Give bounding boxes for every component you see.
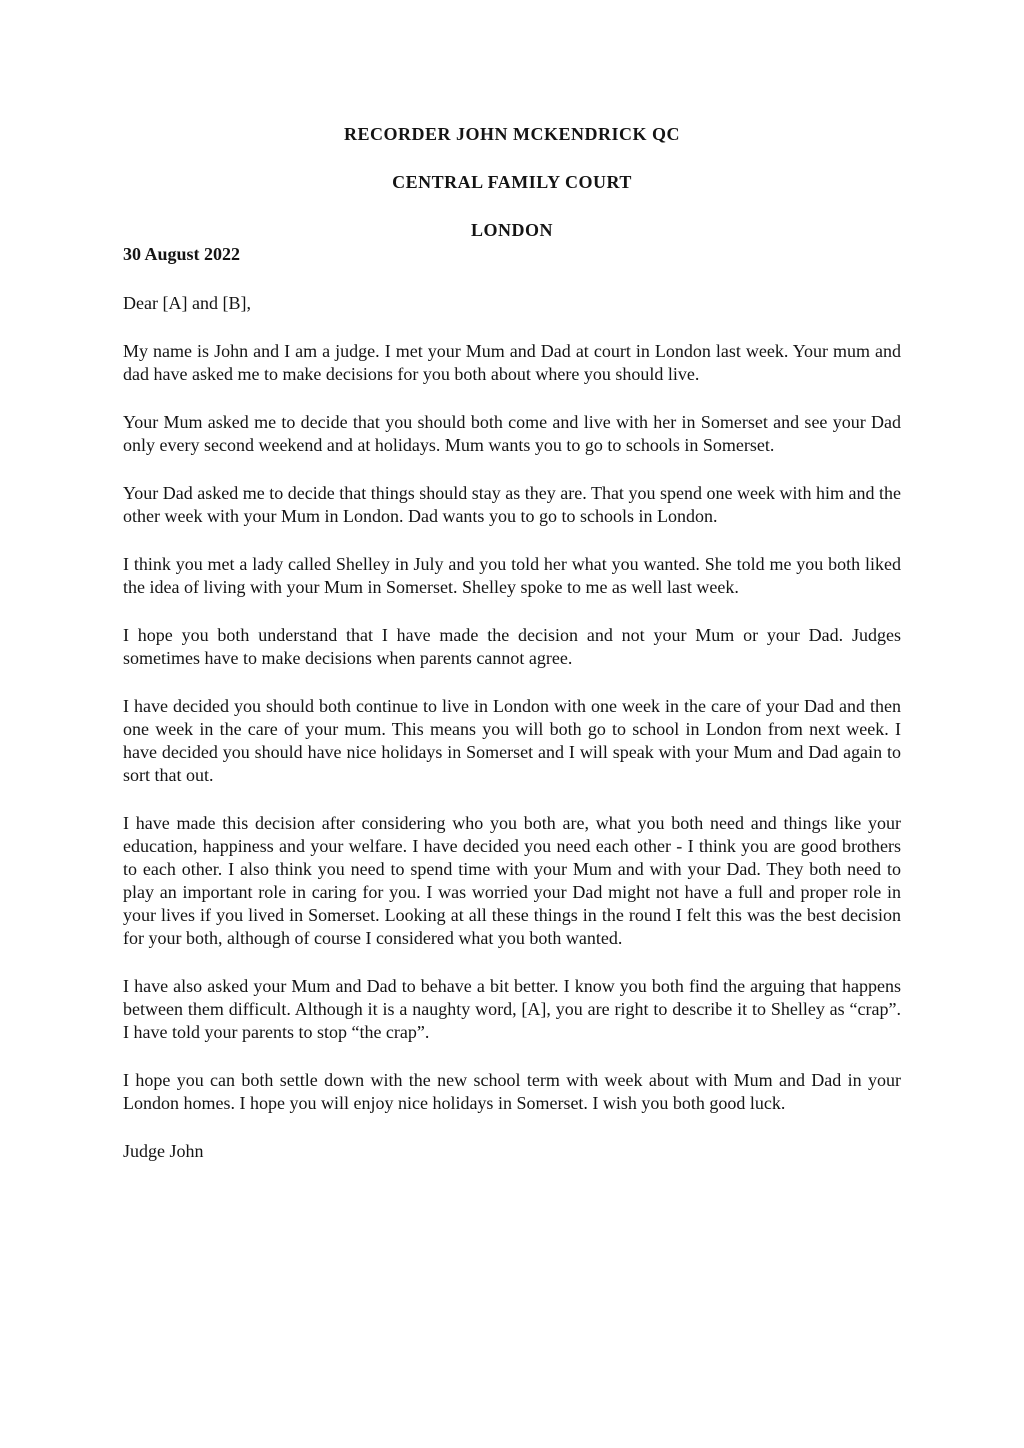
paragraph-6: I have decided you should both continue to live in London with one week in the care of your Dad and then one week in the care of your mum. This means you will both go to school in London from next week. I have decided you should have nice holidays in Somerset and I will speak with your Mum and Dad again to sort that out. [123,696,901,785]
paragraph-4: I think you met a lady called Shelley in July and you told her what you wanted. She told me you both liked the idea of living with your Mum in Somerset. Shelley spoke to me as well last week. [123,554,901,597]
paragraph-8: I have also asked your Mum and Dad to behave a bit better. I know you both find the arguing that happens between them difficult. Although it is a naughty word, [A], you are right to describe it to Shelley as “crap”. I have told your parents to stop “the crap”. [123,976,901,1042]
letter-date: 30 August 2022 [123,244,241,264]
paragraph-5: I hope you both understand that I have made the decision and not your Mum or your Dad. Judges sometimes have to make decisions when parents cannot agree. [123,625,901,668]
paragraph-2: Your Mum asked me to decide that you should both come and live with her in Somerset and see your Dad only every second weekend and at holidays. Mum wants you to go to schools in Somerset. [123,412,901,455]
paragraph-9: I hope you can both settle down with the new school term with week about with Mum and Dad in your London homes. I hope you will enjoy nice holidays in Somerset. I wish you both good luck. [123,1070,901,1113]
paragraph-7: I have made this decision after considering who you both are, what you both need and things like your education, happiness and your welfare. I have decided you need each other - I think you are good brothers to each other. I also think you need to spend time with your Mum and with your Dad. They both need to play an important role in caring for you. I was worried your Dad might not have a full and proper role in your lives if you lived in Somerset. Looking at all these things in the round I felt this was the best decision for your both, although of course I considered what you both wanted. [123,813,901,948]
paragraph-3: Your Dad asked me to decide that things should stay as they are. That you spend one week with him and the other week with your Mum in London. Dad wants you to go to schools in London. [123,483,901,526]
letter-body [123,292,901,1188]
court-city: LONDON [470,220,553,240]
greeting: Dear [A] and [B], [123,293,251,313]
paragraph-1: My name is John and I am a judge. I met your Mum and Dad at court in London last week. Your mum and dad have asked me to make decisions for you both about where you should live. [123,341,901,384]
judge-title: RECORDER JOHN MCKENDRICK QC [343,124,680,144]
court-name: CENTRAL FAMILY COURT [392,172,632,192]
signoff: Judge John [123,1141,204,1161]
